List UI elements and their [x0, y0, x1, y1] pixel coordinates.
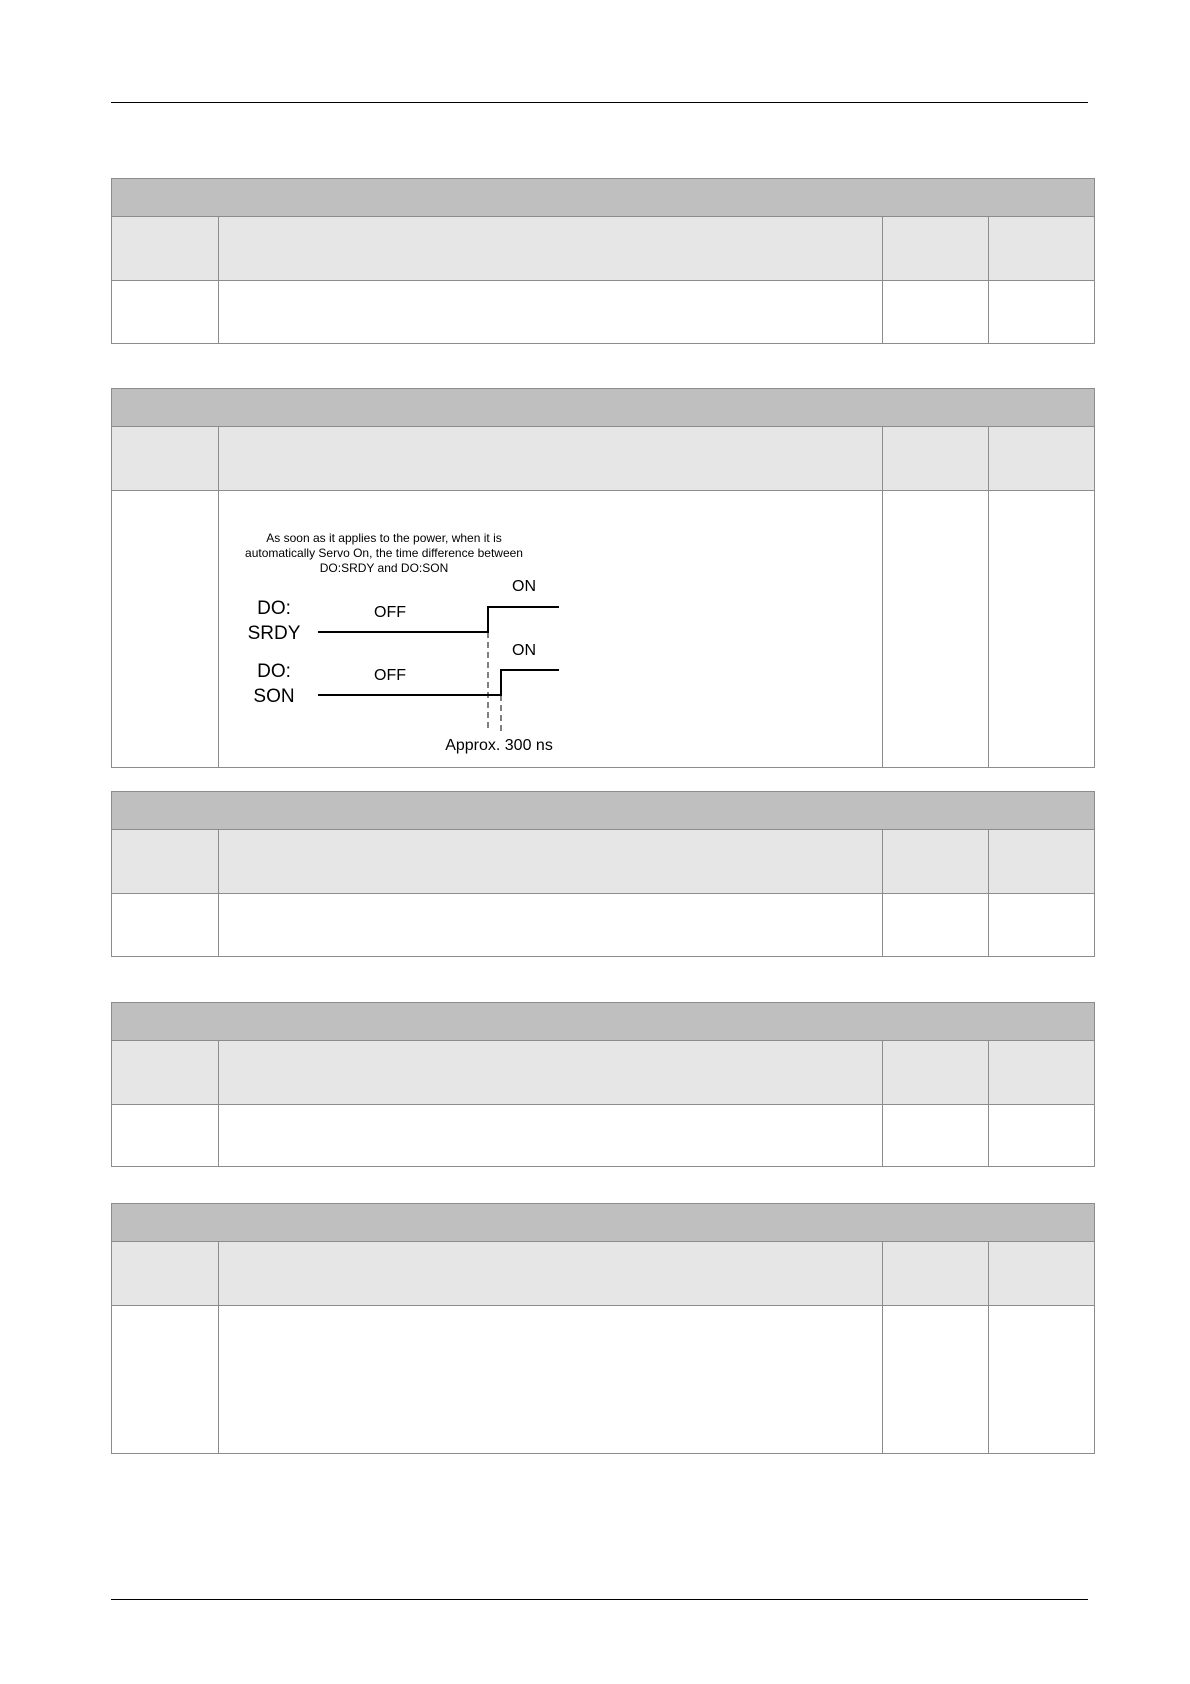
table-body-row	[112, 491, 1094, 767]
body-cell-4	[989, 1306, 1094, 1453]
table-body-row	[112, 894, 1094, 956]
table-body-row	[112, 1105, 1094, 1166]
son-off-label: OFF	[374, 667, 406, 684]
body-cell-4	[989, 1105, 1094, 1166]
table-title-bar	[112, 1003, 1094, 1041]
srdy-label-line-1: DO:	[257, 598, 291, 619]
header-cell-4	[989, 1041, 1094, 1104]
footer-rule	[111, 1599, 1088, 1600]
body-cell-3	[883, 1306, 989, 1453]
header-cell-3	[883, 217, 989, 280]
body-cell-2	[219, 1105, 883, 1166]
caption-line-1: As soon as it applies to the power, when it is	[266, 531, 502, 545]
body-cell-2	[219, 281, 883, 343]
srdy-signal-line	[318, 607, 559, 632]
body-cell-1	[112, 281, 219, 343]
son-label-line-2: SON	[253, 686, 295, 707]
body-cell-2	[219, 491, 883, 767]
header-cell-4	[989, 427, 1094, 490]
body-cell-3	[883, 1105, 989, 1166]
parameter-table-5	[111, 1203, 1095, 1454]
delay-label: Approx. 300 ns	[445, 737, 553, 754]
header-cell-1	[112, 830, 219, 893]
body-cell-3	[883, 491, 989, 767]
body-cell-1	[112, 1105, 219, 1166]
srdy-on-label: ON	[512, 578, 536, 595]
header-cell-3	[883, 830, 989, 893]
header-cell-2	[219, 427, 883, 490]
table-header-row	[112, 1242, 1094, 1306]
son-label-line-1: DO:	[257, 661, 291, 682]
son-on-label: ON	[512, 642, 536, 659]
header-cell-1	[112, 427, 219, 490]
caption-line-2: automatically Servo On, the time difference between	[245, 546, 523, 560]
body-cell-2	[219, 1306, 883, 1453]
header-cell-3	[883, 1041, 989, 1104]
header-cell-3	[883, 427, 989, 490]
header-cell-2	[219, 217, 883, 280]
parameter-table-1	[111, 178, 1095, 344]
table-body-row	[112, 1306, 1094, 1453]
table-header-row	[112, 217, 1094, 281]
table-title-bar	[112, 1204, 1094, 1242]
body-cell-2	[219, 894, 883, 956]
header-cell-3	[883, 1242, 989, 1305]
header-cell-1	[112, 217, 219, 280]
body-cell-1	[112, 894, 219, 956]
header-cell-4	[989, 217, 1094, 280]
header-cell-4	[989, 1242, 1094, 1305]
table-title-bar	[112, 389, 1094, 427]
body-cell-3	[883, 281, 989, 343]
header-cell-4	[989, 830, 1094, 893]
timing-diagram	[244, 529, 564, 759]
parameter-table-3	[111, 791, 1095, 957]
header-cell-2	[219, 1041, 883, 1104]
table-header-row	[112, 427, 1094, 491]
caption-line-3: DO:SRDY and DO:SON	[319, 561, 449, 575]
body-cell-3	[883, 894, 989, 956]
body-cell-1	[112, 1306, 219, 1453]
header-cell-2	[219, 1242, 883, 1305]
header-cell-1	[112, 1041, 219, 1104]
srdy-label-line-2: SRDY	[247, 623, 301, 644]
body-cell-4	[989, 491, 1094, 767]
table-header-row	[112, 1041, 1094, 1105]
body-cell-4	[989, 894, 1094, 956]
parameter-table-2	[111, 388, 1095, 768]
header-cell-2	[219, 830, 883, 893]
header-rule	[111, 102, 1088, 103]
table-title-bar	[112, 179, 1094, 217]
srdy-off-label: OFF	[374, 604, 406, 621]
body-cell-1	[112, 491, 219, 767]
body-cell-4	[989, 281, 1094, 343]
table-body-row	[112, 281, 1094, 343]
table-title-bar	[112, 792, 1094, 830]
table-header-row	[112, 830, 1094, 894]
son-signal-line	[318, 670, 559, 695]
parameter-table-4	[111, 1002, 1095, 1167]
header-cell-1	[112, 1242, 219, 1305]
